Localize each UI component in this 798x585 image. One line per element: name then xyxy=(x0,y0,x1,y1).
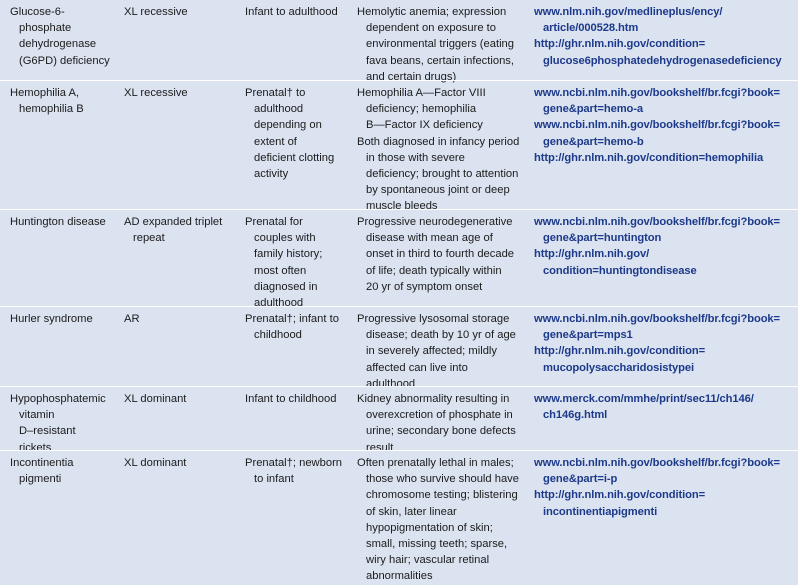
inheritance-cell xyxy=(124,4,236,20)
resources-cell xyxy=(534,455,796,520)
age-line: extent of xyxy=(254,135,297,148)
disease-name-line: hemophilia B xyxy=(19,103,84,116)
age-line: Prenatal†; infant to xyxy=(245,313,339,325)
resource-link-line[interactable]: http://ghr.nlm.nih.gov/ xyxy=(534,248,650,261)
disease-name-line: vitamin xyxy=(19,409,55,422)
description-line: Progressive lysosomal storage xyxy=(357,313,510,325)
description-line: deficiency; brought to attention xyxy=(366,168,519,181)
resource-link[interactable] xyxy=(534,391,796,423)
description-line: in those with severe xyxy=(366,151,465,164)
description-line: deficiency; hemophilia xyxy=(366,103,477,116)
resource-link-line[interactable]: www.ncbi.nlm.nih.gov/bookshelf/br.fcgi?book= xyxy=(534,216,780,228)
description-line: overexcretion of phosphate in xyxy=(366,409,513,422)
disease-name-cell xyxy=(10,311,118,327)
resource-link-line[interactable]: gene&part=mps1 xyxy=(543,329,633,342)
inheritance-line: XL dominant xyxy=(124,393,187,405)
disease-name-line: Hemophilia A, xyxy=(10,87,80,99)
resource-link[interactable] xyxy=(534,487,796,519)
description-line: Hemolytic anemia; expression xyxy=(357,6,507,18)
resource-link-line[interactable]: http://ghr.nlm.nih.gov/condition= xyxy=(534,489,706,502)
resource-link-line[interactable]: incontinentiapigmenti xyxy=(543,505,658,518)
description-line: chromosome testing; blistering xyxy=(366,489,518,502)
resources-cell xyxy=(534,214,796,279)
disease-name-cell xyxy=(10,391,118,456)
description-line: those who survive should have xyxy=(366,473,519,486)
resource-link[interactable] xyxy=(534,311,796,343)
disease-name-cell xyxy=(10,455,118,487)
resource-link-line[interactable]: http://ghr.nlm.nih.gov/condition=hemophilia xyxy=(534,151,764,164)
resource-link[interactable] xyxy=(534,150,796,166)
disease-name-line: Huntington disease xyxy=(10,216,106,228)
resource-link[interactable] xyxy=(534,214,796,246)
description-line: by spontaneous joint or deep xyxy=(366,184,510,197)
description-line: disease; death by 10 yr of age xyxy=(366,329,516,342)
age-of-onset-cell xyxy=(245,214,350,311)
age-line: to infant xyxy=(254,473,294,486)
resource-link-line[interactable]: http://ghr.nlm.nih.gov/condition= xyxy=(534,345,706,358)
resource-link-line[interactable]: www.ncbi.nlm.nih.gov/bookshelf/br.fcgi?book= xyxy=(534,457,780,469)
description-line: muscle bleeds xyxy=(366,200,438,213)
age-line: diagnosed in xyxy=(254,280,318,293)
resource-link-line[interactable]: mucopolysaccharidosistypei xyxy=(543,361,694,374)
resource-link-line[interactable]: glucose6phosphatedehydrogenasedeficiency xyxy=(543,54,782,67)
age-of-onset-cell xyxy=(245,391,350,407)
description-cell xyxy=(357,311,527,392)
description-line: urine; secondary bone defects xyxy=(366,425,516,438)
description-cell xyxy=(357,455,527,585)
resources-cell xyxy=(534,85,796,166)
description-line: wiry hair; vascular retinal xyxy=(366,554,490,567)
resource-link-line[interactable]: www.ncbi.nlm.nih.gov/bookshelf/br.fcgi?book= xyxy=(534,313,780,325)
resource-link-line[interactable]: gene&part=i-p xyxy=(543,473,618,486)
age-of-onset-cell xyxy=(245,85,350,182)
age-line: adulthood xyxy=(254,297,304,310)
inheritance-cell xyxy=(124,85,236,101)
age-line: Prenatal† to xyxy=(245,87,306,99)
table-row xyxy=(0,450,798,583)
age-of-onset-cell xyxy=(245,311,350,343)
resource-link[interactable] xyxy=(534,4,796,36)
resource-link-line[interactable]: www.ncbi.nlm.nih.gov/bookshelf/br.fcgi?book= xyxy=(534,87,780,99)
resource-link-line[interactable]: www.nlm.nih.gov/medlineplus/ency/ xyxy=(534,6,723,18)
inheritance-line: XL dominant xyxy=(124,457,187,469)
description-cell xyxy=(357,214,527,295)
resource-link-line[interactable]: ch146g.html xyxy=(543,409,608,422)
age-of-onset-cell xyxy=(245,4,350,20)
age-line: Infant to adulthood xyxy=(245,6,338,18)
age-line: childhood xyxy=(254,329,302,342)
disease-name-line: Glucose-6- xyxy=(10,6,65,18)
disease-name-line: D–resistant xyxy=(19,425,76,438)
description-cell xyxy=(357,391,527,456)
age-of-onset-cell xyxy=(245,455,350,487)
description-line: of skin, later linear xyxy=(366,505,457,518)
table-row xyxy=(0,306,798,390)
disease-name-line: dehydrogenase xyxy=(19,38,97,51)
inheritance-cell xyxy=(124,391,236,407)
inheritance-line: XL recessive xyxy=(124,87,188,99)
description-cell xyxy=(357,4,527,85)
age-line: depending on xyxy=(254,119,322,132)
resource-link-line[interactable]: gene&part=huntington xyxy=(543,232,662,245)
table-row xyxy=(0,386,798,454)
age-line: family history; xyxy=(254,248,323,261)
age-line: Prenatal†; newborn xyxy=(245,457,343,469)
resource-link-line[interactable]: www.ncbi.nlm.nih.gov/bookshelf/br.fcgi?book= xyxy=(534,119,780,132)
resource-link-line[interactable]: gene&part=hemo-b xyxy=(543,135,644,148)
description-line: in severely affected; mildly xyxy=(366,345,497,358)
disease-name-line: Hurler syndrome xyxy=(10,313,93,325)
disease-name-line: rickets xyxy=(19,441,52,454)
disease-name-cell xyxy=(10,85,118,117)
description-line: and certain drugs) xyxy=(366,70,457,83)
description-line: abnormalities xyxy=(366,570,433,583)
inheritance-line: AD expanded triplet xyxy=(124,216,223,228)
inheritance-cell xyxy=(124,214,236,246)
resource-link[interactable] xyxy=(534,246,796,278)
inheritance-line: repeat xyxy=(133,232,165,245)
description-cell xyxy=(357,85,527,215)
age-line: adulthood xyxy=(254,103,304,116)
disease-name-line: phosphate xyxy=(19,22,72,35)
description-line: small, missing teeth; sparse, xyxy=(366,538,508,551)
inheritance-line: XL recessive xyxy=(124,6,188,18)
disease-name-line: pigmenti xyxy=(19,473,62,486)
description-line: result xyxy=(366,441,394,454)
description-line: adulthood xyxy=(366,377,416,390)
age-line: most often xyxy=(254,264,307,277)
description-line: hypopigmentation of skin; xyxy=(366,521,493,534)
resource-link-line[interactable]: gene&part=hemo-a xyxy=(543,103,644,116)
age-line: Prenatal for xyxy=(245,216,303,228)
age-line: couples with xyxy=(254,232,316,245)
description-line: of life; death typically within xyxy=(366,264,502,277)
description-line: Progressive neurodegenerative xyxy=(357,216,513,228)
resource-link[interactable] xyxy=(534,455,796,487)
disease-name-line: (G6PD) deficiency xyxy=(19,54,110,67)
disease-name-cell xyxy=(10,214,118,230)
table-row xyxy=(0,80,798,213)
table-row xyxy=(0,0,798,83)
description-line: affected can live into xyxy=(366,361,468,374)
description-line: Often prenatally lethal in males; xyxy=(357,457,514,469)
description-line: Hemophilia A—Factor VIII xyxy=(357,87,486,99)
table-row xyxy=(0,209,798,310)
resource-link-line[interactable]: article/000528.htm xyxy=(543,22,639,35)
description-line: 20 yr of symptom onset xyxy=(366,280,483,293)
description-line: B—Factor IX deficiency xyxy=(366,119,483,132)
inheritance-line: AR xyxy=(124,313,140,325)
description-line: dependent on exposure to xyxy=(366,22,497,35)
resource-link-line[interactable]: condition=huntingtondisease xyxy=(543,264,697,277)
age-line: activity xyxy=(254,168,289,181)
resource-link-line[interactable]: http://ghr.nlm.nih.gov/condition= xyxy=(534,38,706,51)
resource-link[interactable] xyxy=(534,117,796,149)
resources-cell xyxy=(534,391,796,423)
inheritance-cell xyxy=(124,455,236,471)
description-line: fava beans, certain infections, xyxy=(366,54,515,67)
disease-name-cell xyxy=(10,4,118,69)
resources-cell xyxy=(534,4,796,69)
resource-link[interactable] xyxy=(534,36,796,68)
age-line: deficient clotting xyxy=(254,151,335,164)
resource-link-line[interactable]: www.merck.com/mmhe/print/sec11/ch146/ xyxy=(534,393,754,405)
description-line: Both diagnosed in infancy period xyxy=(357,135,520,148)
resources-cell xyxy=(534,311,796,376)
inheritance-cell xyxy=(124,311,236,327)
disease-name-line: Hypophosphatemic xyxy=(10,393,106,405)
description-line: onset in third to fourth decade xyxy=(366,248,515,261)
description-line: disease with mean age of xyxy=(366,232,493,245)
age-line: Infant to childhood xyxy=(245,393,337,405)
resource-link[interactable] xyxy=(534,85,796,117)
description-line: Kidney abnormality resulting in xyxy=(357,393,510,405)
description-line: environmental triggers (eating xyxy=(366,38,514,51)
resource-link[interactable] xyxy=(534,343,796,375)
disease-name-line: Incontinentia xyxy=(10,457,74,469)
